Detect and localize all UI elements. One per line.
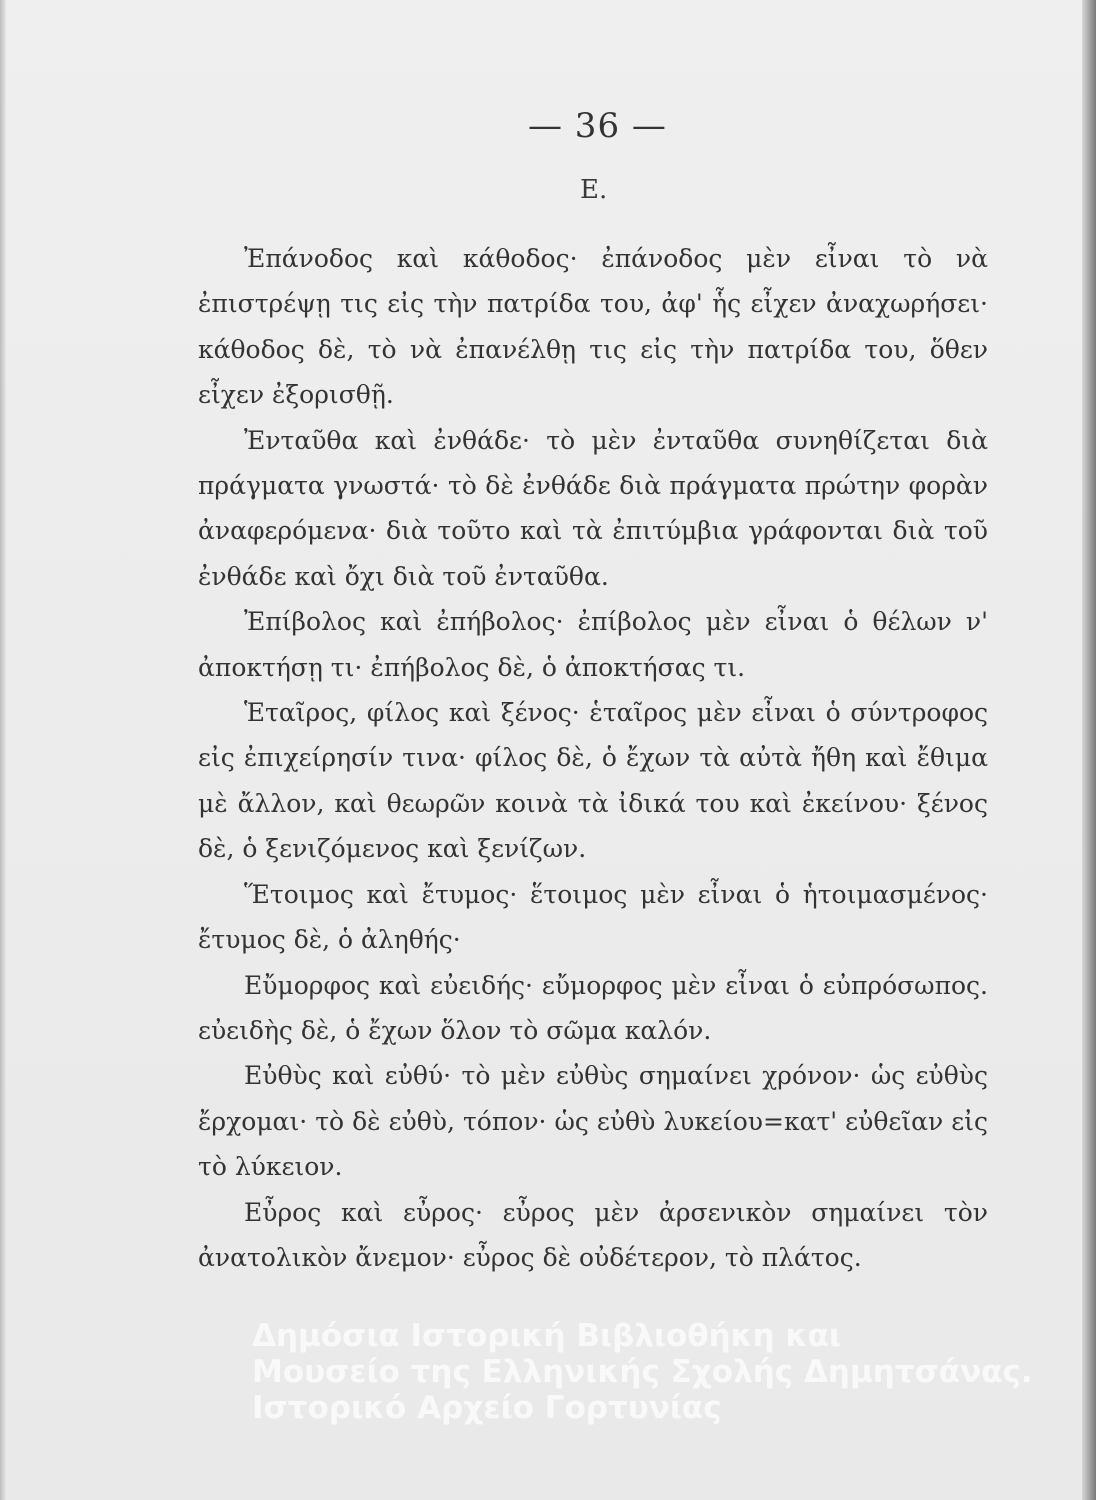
page-number: — 36 — — [528, 106, 667, 146]
entry-etairos: Ἑταῖρος, φίλος καὶ ξένος· ἑταῖρος μὲν εἶναι ὁ σύντροφος εἰς ἐπιχείρησίν τινα· φίλος δὲ, ὁ ἔχων τὰ αὐτὰ ἤθη καὶ ἔθιμα μὲ ἄλλον, καὶ θεωρῶν κοινὰ τὰ ἰδικά του καὶ ἐκείνου· ξένος δὲ, ὁ ξενιζόμενος καὶ ξενίζων. — [198, 698, 988, 864]
entry-etoimos: Ἕτοιμος καὶ ἔτυμος· ἕτοιμος μὲν εἶναι ὁ ἡτοιμασμένος· ἔτυμος δὲ, ὁ ἀληθής· — [198, 879, 988, 955]
watermark-line-3: Ιστορικό Αρχείο Γορτυνίας — [252, 1390, 722, 1426]
entry-epanodos: Ἐπάνοδος καὶ κάθοδος· ἐπάνοδος μὲν εἶναι τὸ νὰ ἐπιστρέψῃ τις εἰς τὴν πατρίδα του, ἀφ' ἧς εἶχεν ἀναχωρήσει· κάθοδος δὲ, τὸ νὰ ἐπανέλθῃ τις εἰς τὴν πατρίδα του, ὅθεν εἶχεν ἐξορισθῇ. — [198, 244, 988, 410]
watermark-line-2: Μουσείο της Ελληνικής Σχολής Δημητσάνας. — [252, 1354, 1033, 1390]
entry-eumorfos: Εὔμορφος καὶ εὐειδής· εὔμορφος μὲν εἶναι ὁ εὐπρόσωπος. εὐειδὴς δὲ, ὁ ἔχων ὅλον τὸ σῶμα καλόν. — [198, 970, 988, 1045]
entry-entautha: Ἐνταῦθα καὶ ἐνθάδε· τὸ μὲν ἐνταῦθα συνηθίζεται διὰ πράγματα γνωστά· τὸ δὲ ἐνθάδε διὰ πράγματα πρώτην φορὰν ἀναφερόμενα· διὰ τοῦτο καὶ τὰ ἐπιτύμβια γράφονται διὰ τοῦ ἐνθάδε καὶ ὄχι διὰ τοῦ ἐνταῦθα. — [198, 425, 988, 591]
page-right-edge — [1082, 0, 1096, 1500]
entry-epibolos: Ἐπίβολος καὶ ἐπήβολος· ἐπίβολος μὲν εἶναι ὁ θέλων ν' ἀποκτήσῃ τι· ἐπήβολος δὲ, ὁ ἀποκτήσας τι. — [198, 607, 988, 682]
watermark-line-1: Δημόσια Ιστορική Βιβλιοθήκη και — [252, 1318, 841, 1354]
entry-euros: Εὖρος καὶ εὖρος· εὖρος μὲν ἀρσενικὸν σημαίνει τὸν ἀνατολικὸν ἄνεμον· εὖρος δὲ οὐδέτερον, τὸ πλάτος. — [198, 1197, 988, 1272]
library-watermark — [252, 1318, 1072, 1426]
page-left-edge — [0, 0, 6, 1500]
entries-list — [198, 236, 988, 1280]
entry-euthys: Εὐθὺς καὶ εὐθύ· τὸ μὲν εὐθὺς σημαίνει χρόνον· ὡς εὐθὺς ἔρχομαι· τὸ δὲ εὐθὺ, τόπον· ὡς εὐθὺ λυκείου=κατ' εὐθεῖαν εἰς τὸ λύκειον. — [198, 1061, 988, 1182]
section-letter: E. — [580, 175, 608, 205]
